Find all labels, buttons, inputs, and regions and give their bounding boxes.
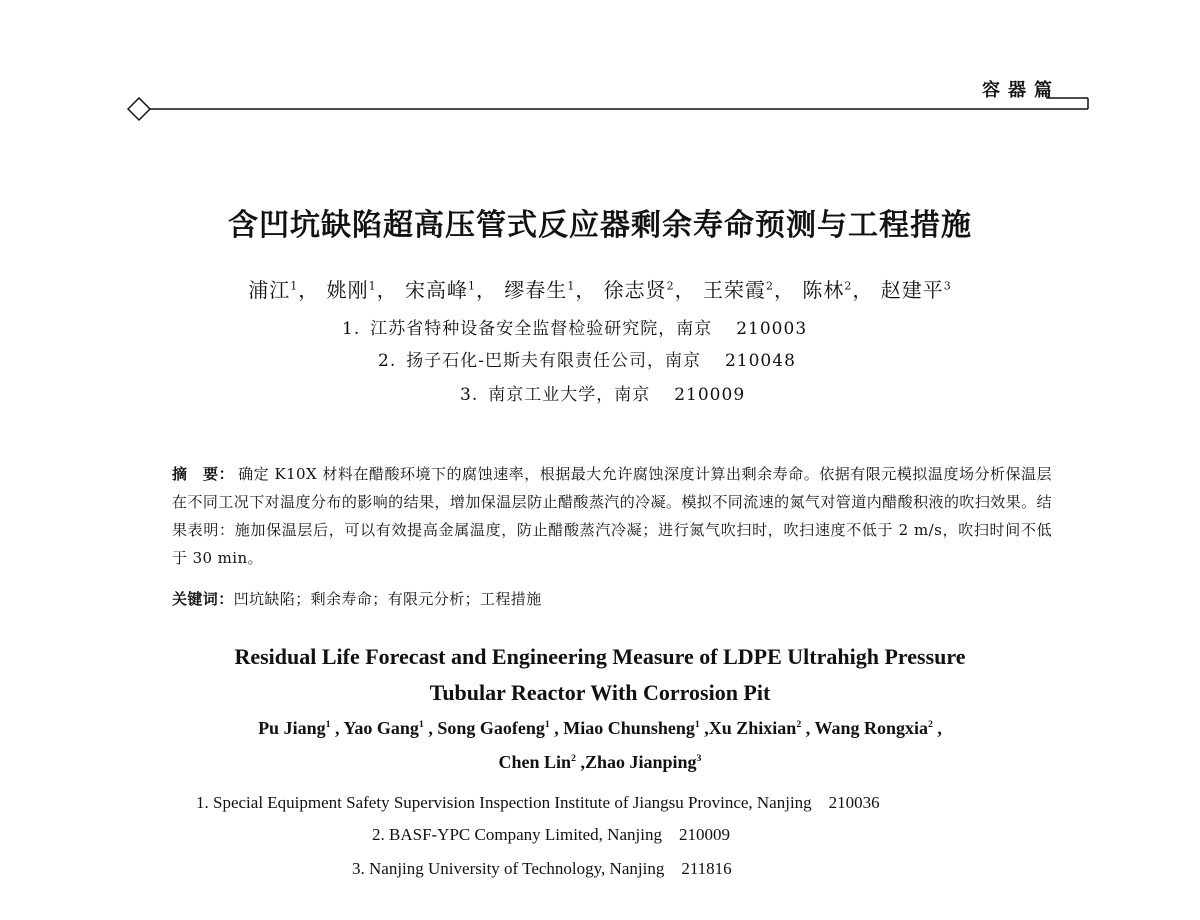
author-name: 姚刚 <box>326 278 369 302</box>
author-name: 赵建平 <box>880 278 944 302</box>
keywords <box>172 588 542 609</box>
paper-title-en-line-1: Residual Life Forecast and Engineering Measure of LDPE Ultrahigh Pressure <box>234 644 966 669</box>
affiliation-cn-2 <box>378 346 796 371</box>
author-affil-sup: 1 <box>694 719 700 730</box>
header-rule <box>0 0 1200 130</box>
author-affil-sup: 1 <box>368 279 377 293</box>
author-affil-sup: 1 <box>418 719 424 730</box>
affiliation-cn-3 <box>460 380 745 405</box>
author-list-cn: 浦江$^1$， 姚刚$^1$， 宋高峰$^1$， 缪春生$^1$， 徐志贤$^2$， 王荣霞$^2$， 陈林$^2$， 赵建平$^3$ <box>248 278 952 302</box>
author-affil-sup: 1 <box>325 719 331 730</box>
author-list-en-line-2: Chen Lin$^2$ ,Zhao Jianping$^3$ <box>498 752 702 772</box>
abstract-text: 确定 K10X 材料在醋酸环境下的腐蚀速率，根据最大允许腐蚀深度计算出剩余寿命。依据有限元模拟温度场分析保温层在不同工况下对温度分布的影响的结果，增加保温层防止醋酸蒸汽的冷凝。模拟不同流速的氮气对管道内醋酸积液的吹扫效果。结果表明：施加保温层后，可以有效提高金属温度，防止醋酸蒸汽冷凝；进行氮气吹扫时，吹扫速度不低于 2 m/s，吹扫时间不低于 30 min。 <box>172 465 1053 567</box>
author-name: Zhao Jianping <box>584 752 697 772</box>
affiliation-cn-1 <box>342 314 807 339</box>
paper-title-cn: 含凹坑缺陷超高压管式反应器剩余寿命预测与工程措施 <box>228 208 972 243</box>
abstract-label: 摘 要： <box>172 465 235 483</box>
postal-code: 210003 <box>736 319 808 339</box>
abstract <box>172 460 1052 572</box>
paper-title-en-line-2: Tubular Reactor With Corrosion Pit <box>429 680 771 705</box>
affiliation-en-3: 3. Nanjing University of Technology, Nanjing 211816 <box>352 859 732 878</box>
author-affil-sup: 3 <box>696 753 702 764</box>
keywords-text: 凹坑缺陷；剩余寿命；有限元分析；工程措施 <box>233 590 542 608</box>
author-name: 浦江 <box>248 278 291 302</box>
author-affil-sup: 1 <box>544 719 550 730</box>
postal-code: 210009 <box>674 385 746 405</box>
author-name: Miao Chunsheng <box>563 718 695 738</box>
author-name: Wang Rongxia <box>814 718 928 738</box>
affiliation-en-2: 2. BASF-YPC Company Limited, Nanjing 210009 <box>372 825 730 844</box>
author-affil-sup: 2 <box>666 279 675 293</box>
affiliation-number: 2. <box>378 351 397 371</box>
affiliation-number: 3. <box>460 385 479 405</box>
affiliation-text: 江苏省特种设备安全监督检验研究院，南京 <box>370 319 713 339</box>
author-affil-sup: 1 <box>290 279 299 293</box>
author-name: Yao Gang <box>343 718 419 738</box>
section-label: 容器篇 <box>982 80 1060 101</box>
author-affil-sup: 3 <box>943 279 952 293</box>
affiliation-number: 1. <box>342 319 361 339</box>
author-name: 宋高峰 <box>404 278 468 302</box>
author-affil-sup: 2 <box>796 719 802 730</box>
affiliation-text: 南京工业大学，南京 <box>488 385 651 405</box>
author-affil-sup: 2 <box>571 753 576 764</box>
keywords-label: 关键词： <box>172 590 234 608</box>
author-name: Chen Lin <box>498 752 572 772</box>
postal-code: 210048 <box>724 351 796 371</box>
author-name: 王荣霞 <box>703 278 767 302</box>
author-list-en-line-1: Pu Jiang$^1$ , Yao Gang$^1$ , Song Gaofeng$^1$ , Miao Chunsheng$^1$ ,Xu Zhixian$^2$ , Wang Rongxia$^2$ , <box>258 718 942 738</box>
author-name: 徐志贤 <box>603 278 667 302</box>
author-name: 陈林 <box>802 278 845 302</box>
author-name: Xu Zhixian <box>708 718 797 738</box>
author-affil-sup: 1 <box>467 279 476 293</box>
affiliation-text: 扬子石化-巴斯夫有限责任公司，南京 <box>406 351 701 371</box>
author-affil-sup: 2 <box>766 279 775 293</box>
author-name: Song Gaofeng <box>437 718 545 738</box>
affiliation-en-1: 1. Special Equipment Safety Supervision Inspection Institute of Jiangsu Province, Nanjing 210036 <box>196 793 880 812</box>
author-name: 缪春生 <box>504 278 568 302</box>
author-affil-sup: 2 <box>844 279 853 293</box>
diamond-icon <box>128 98 150 120</box>
author-name: Pu Jiang <box>258 718 326 738</box>
author-affil-sup: 2 <box>927 719 933 730</box>
author-affil-sup: 1 <box>567 279 576 293</box>
